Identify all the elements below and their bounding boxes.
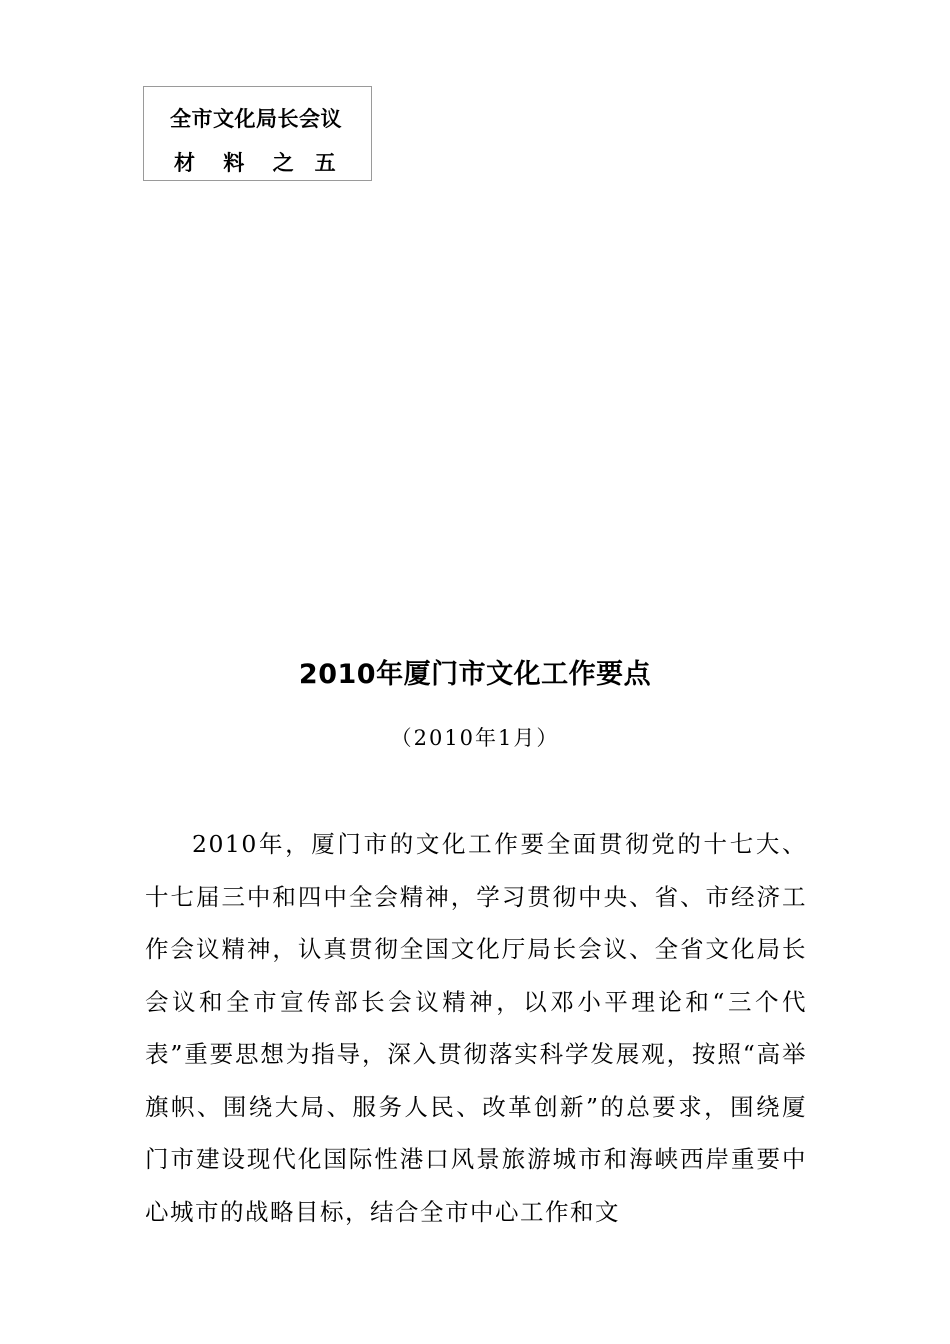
material-number: 材 料 之 五: [174, 151, 336, 175]
meeting-material-label-box: [143, 86, 372, 181]
document-date: （2010年1月）: [390, 726, 560, 750]
meeting-name: 全市文化局长会议: [170, 107, 342, 131]
document-title: 2010年厦门市文化工作要点: [298, 659, 652, 690]
body-paragraph: 2010年，厦门市的文化工作要全面贯彻党的十七大、十七届三中和四中全会精神，学习贯彻中央、省、市经济工作会议精神，认真贯彻全国文化厅局长会议、全省文化局长会议和全市宣传部长会议精神，以邓小平理论和“三个代表”重要思想为指导，深入贯彻落实科学发展观，按照“高举旗帜、围绕大局、服务人民、改革创新”的总要求，围绕厦门市建设现代化国际性港口风景旅游城市和海峡西岸重要中心城市的战略目标，结合全市中心工作和文: [145, 830, 807, 1226]
